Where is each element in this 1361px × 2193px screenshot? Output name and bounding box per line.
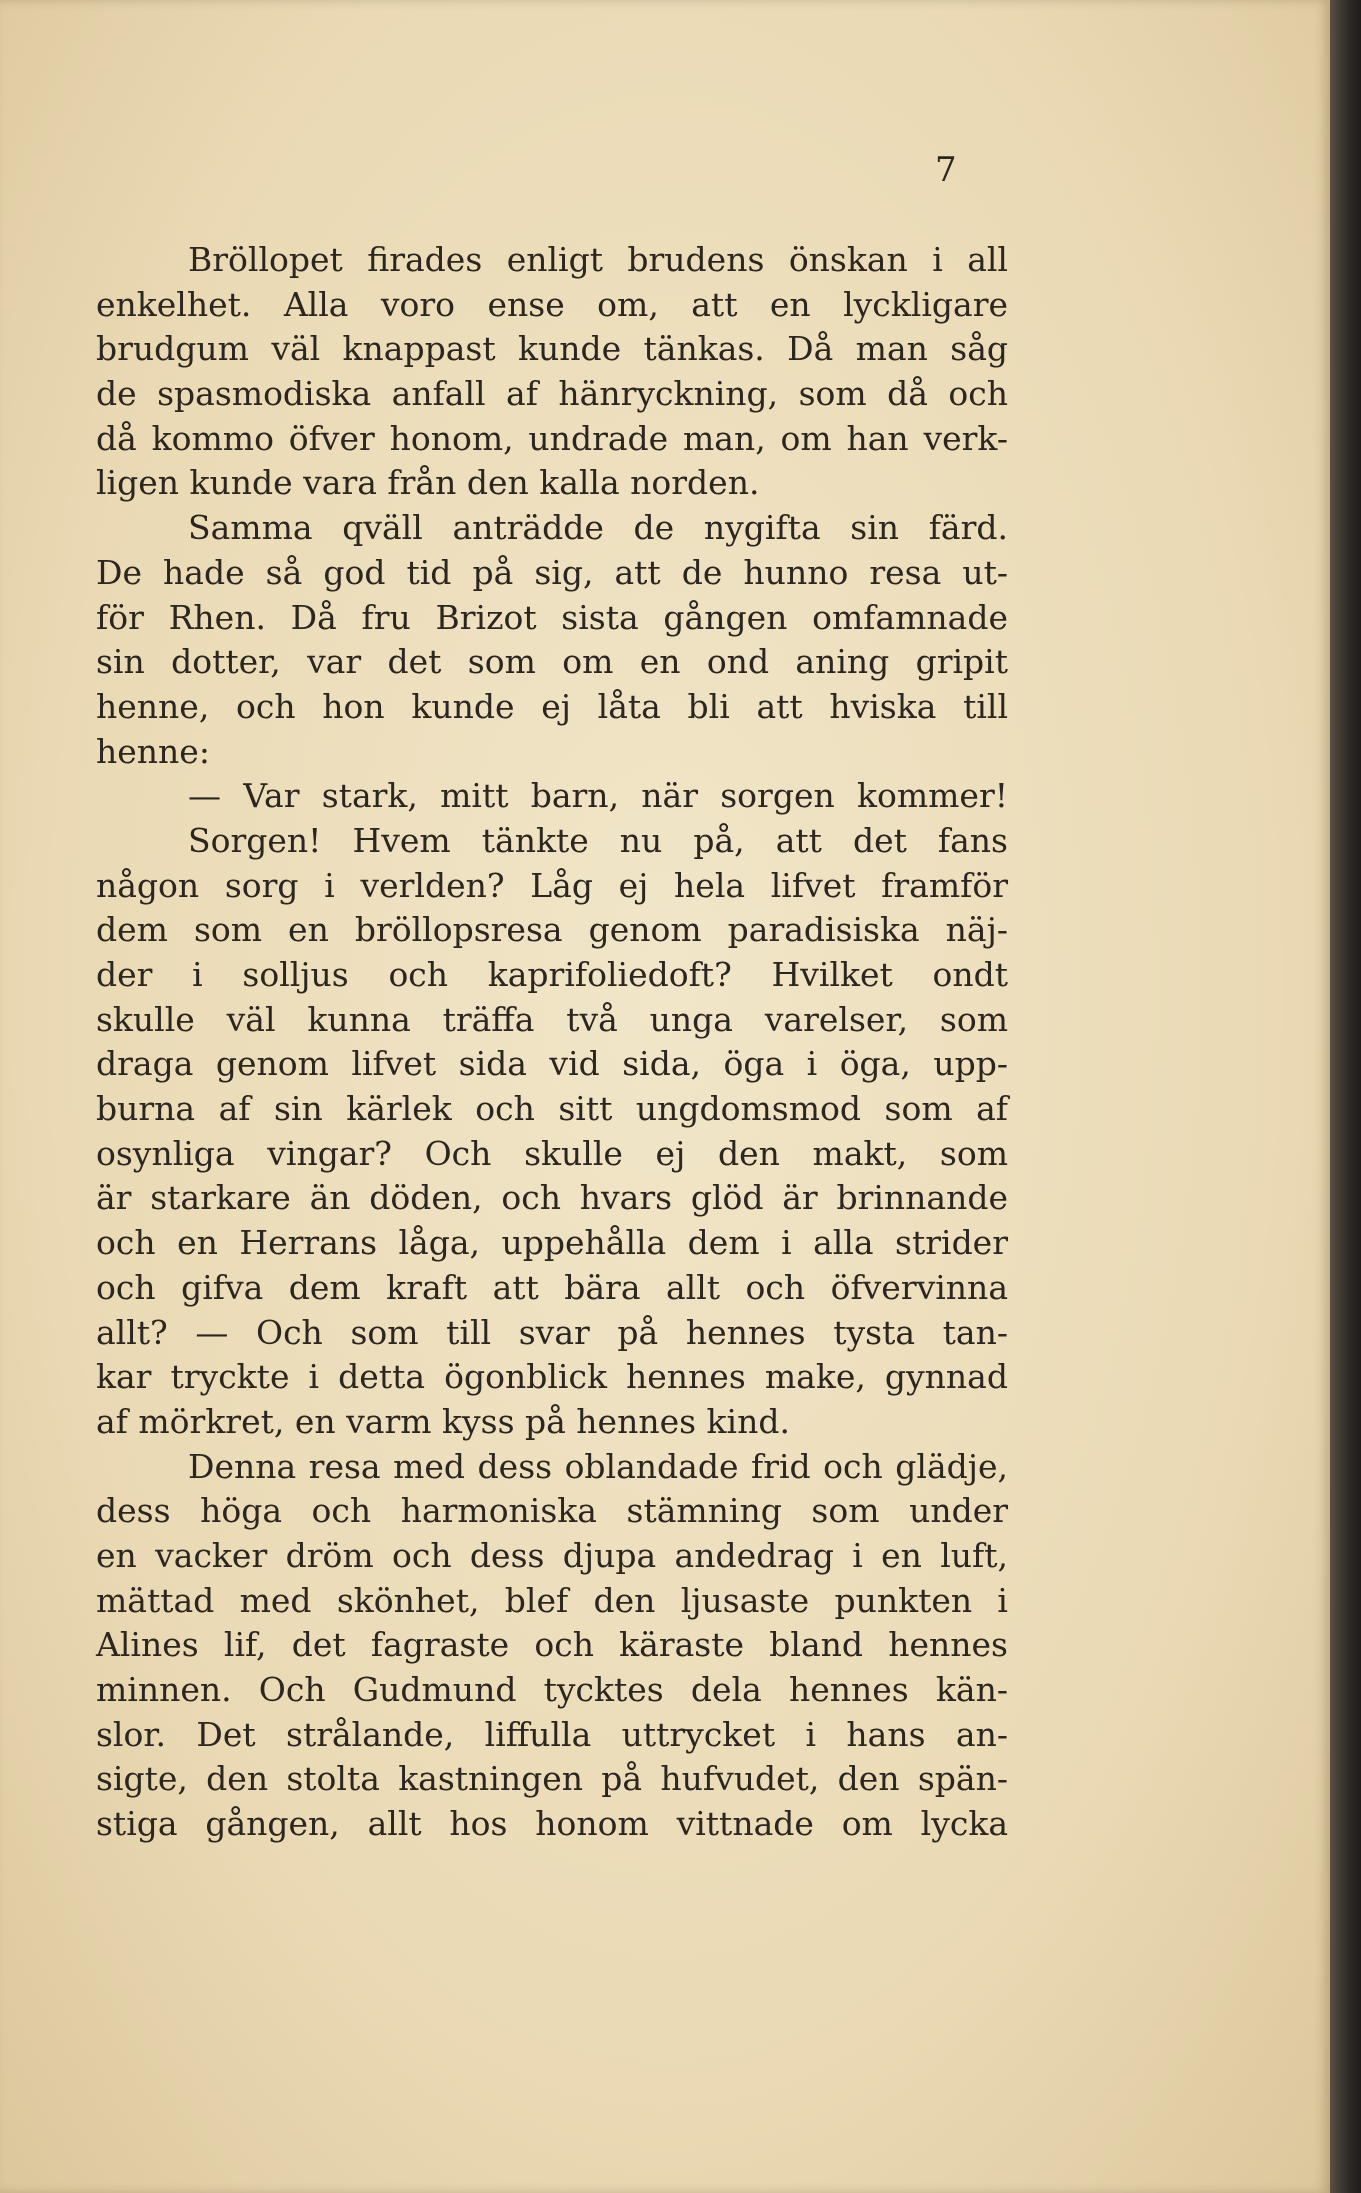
text-line: minnen. Och Gudmund tycktes dela hennes kän- [96, 1670, 1008, 1709]
text-line: Bröllopet firades enligt brudens önskan i all [188, 240, 1008, 279]
text-line: der i solljus och kaprifoliedoft? Hvilket ondt [96, 955, 1008, 994]
text-line: kar tryckte i detta ögonblick hennes make, gynnad [96, 1357, 1008, 1397]
text-line: för Rhen. Då fru Brizot sista gången omfamnade [96, 597, 1008, 637]
text-line: Samma qväll anträdde de nygifta sin färd. [188, 508, 1008, 548]
text-line: De hade så god tid på sig, att de hunno resa ut- [96, 552, 1008, 592]
text-line: burna af sin kärlek och sitt ungdomsmod som af [96, 1089, 1008, 1129]
text-line: dess höga och harmoniska stämning som under [96, 1491, 1008, 1531]
text-line: mättad med skönhet, blef den ljusaste punkten i [96, 1580, 1008, 1620]
text-line: af mörkret, en varm kyss på hennes kind. [96, 1401, 790, 1441]
text-line: draga genom lifvet sida vid sida, öga i öga, upp- [96, 1044, 1008, 1084]
text-line: enkelhet. Alla voro ense om, att en lyckligare [96, 284, 1008, 324]
text-line: allt? — Och som till svar på hennes tysta tan- [96, 1312, 1008, 1352]
text-line: då kommo öfver honom, undrade man, om han verk- [96, 418, 1008, 458]
text-line: skulle väl kunna träffa två unga varelser, som [96, 999, 1008, 1039]
book-spine-edge [1330, 0, 1361, 2193]
text-line: är starkare än döden, och hvars glöd är brinnande [96, 1178, 1008, 1218]
text-line: brudgum väl knappast kunde tänkas. Då man såg [96, 329, 1008, 369]
text-line: henne, och hon kunde ej låta bli att hviska till [96, 686, 1008, 726]
text-line: osynliga vingar? Och skulle ej den makt, som [96, 1133, 1008, 1173]
page-number: 7 [935, 150, 957, 190]
text-line: Sorgen! Hvem tänkte nu på, att det fans [188, 820, 1008, 860]
text-line: Denna resa med dess oblandade frid och glädje, [188, 1446, 1008, 1486]
text-line: stiga gången, allt hos honom vittnade om lycka [96, 1804, 1008, 1844]
text-line: sigte, den stolta kastningen på hufvudet, den spän- [96, 1759, 1008, 1799]
body-text [96, 238, 1008, 1847]
text-line: ligen kunde vara från den kalla norden. [96, 463, 760, 503]
text-line: dem som en bröllopsresa genom paradisiska näj- [96, 910, 1008, 950]
text-line: en vacker dröm och dess djupa andedrag i en luft, [96, 1535, 1008, 1575]
text-line: och gifva dem kraft att bära allt och öfvervinna [96, 1267, 1008, 1307]
text-line: någon sorg i verlden? Låg ej hela lifvet framför [96, 865, 1008, 905]
text-line: slor. Det strålande, liffulla uttrycket i hans an- [96, 1714, 1008, 1754]
text-line: och en Herrans låga, uppehålla dem i alla strider [96, 1223, 1008, 1263]
text-line: henne: [96, 731, 210, 771]
text-line: Alines lif, det fagraste och käraste bland hennes [96, 1625, 1008, 1665]
text-line: sin dotter, var det som om en ond aning gripit [96, 642, 1008, 682]
text-line: de spasmodiska anfall af hänryckning, som då och [96, 374, 1008, 414]
text-line: — Var stark, mitt barn, när sorgen kommer! [188, 776, 1008, 816]
